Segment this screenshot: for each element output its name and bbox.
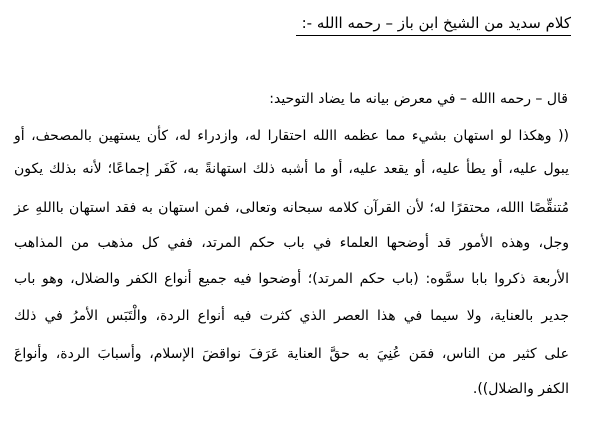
quote-line-7: على كثير من الناس، فمَن عُنِيَ به حقَّ العناية عَرَفَ نواقضَ الإسلام، وأسبابَ الردة، وأنواعَ [14,346,569,362]
quote-line-3: مُتنقِّصًا االله، محتقرًا له؛ لأن القرآن كلامه سبحانه وتعالى، فمن استهان به فقد استهان بااللهِ عز [14,200,569,216]
quote-line-1: (( وهكذا لو استهان بشيء مما عظمه االله احتقارا له، وازدراء له، كأن يستهين بالمصحف، أو [14,128,569,144]
quote-line-2: يبول عليه، أو يطأ عليه، أو يقعد عليه، أو ما أشبه ذلك استهانةً به، كَفَر إجماعًا؛ لأنه بذلك يكون [14,161,569,177]
quote-line-6: جدير بالعناية، ولا سيما في هذا العصر الذي كثرت فيه أنواع الردة، والْتَبَس الأمرُ في ذلك [14,308,569,324]
page-title: كلام سديد من الشيخ ابن باز – رحمه االله -: [296,12,571,36]
intro-line: قال – رحمه االله – في معرض بيانه ما يضاد التوحيد: [269,91,568,107]
quote-line-4: وجل، وهذه الأمور قد أوضحها العلماء في باب حكم المرتد، ففي كل مذهب من المذاهب [14,235,569,251]
quote-line-8: الكفر والضلال)). [472,381,569,397]
quote-line-5: الأربعة ذكروا بابا سمَّوه: (باب حكم المرتد)؛ أوضحوا فيه جميع أنواع الكفر والضلال، وهو باب [14,271,569,287]
